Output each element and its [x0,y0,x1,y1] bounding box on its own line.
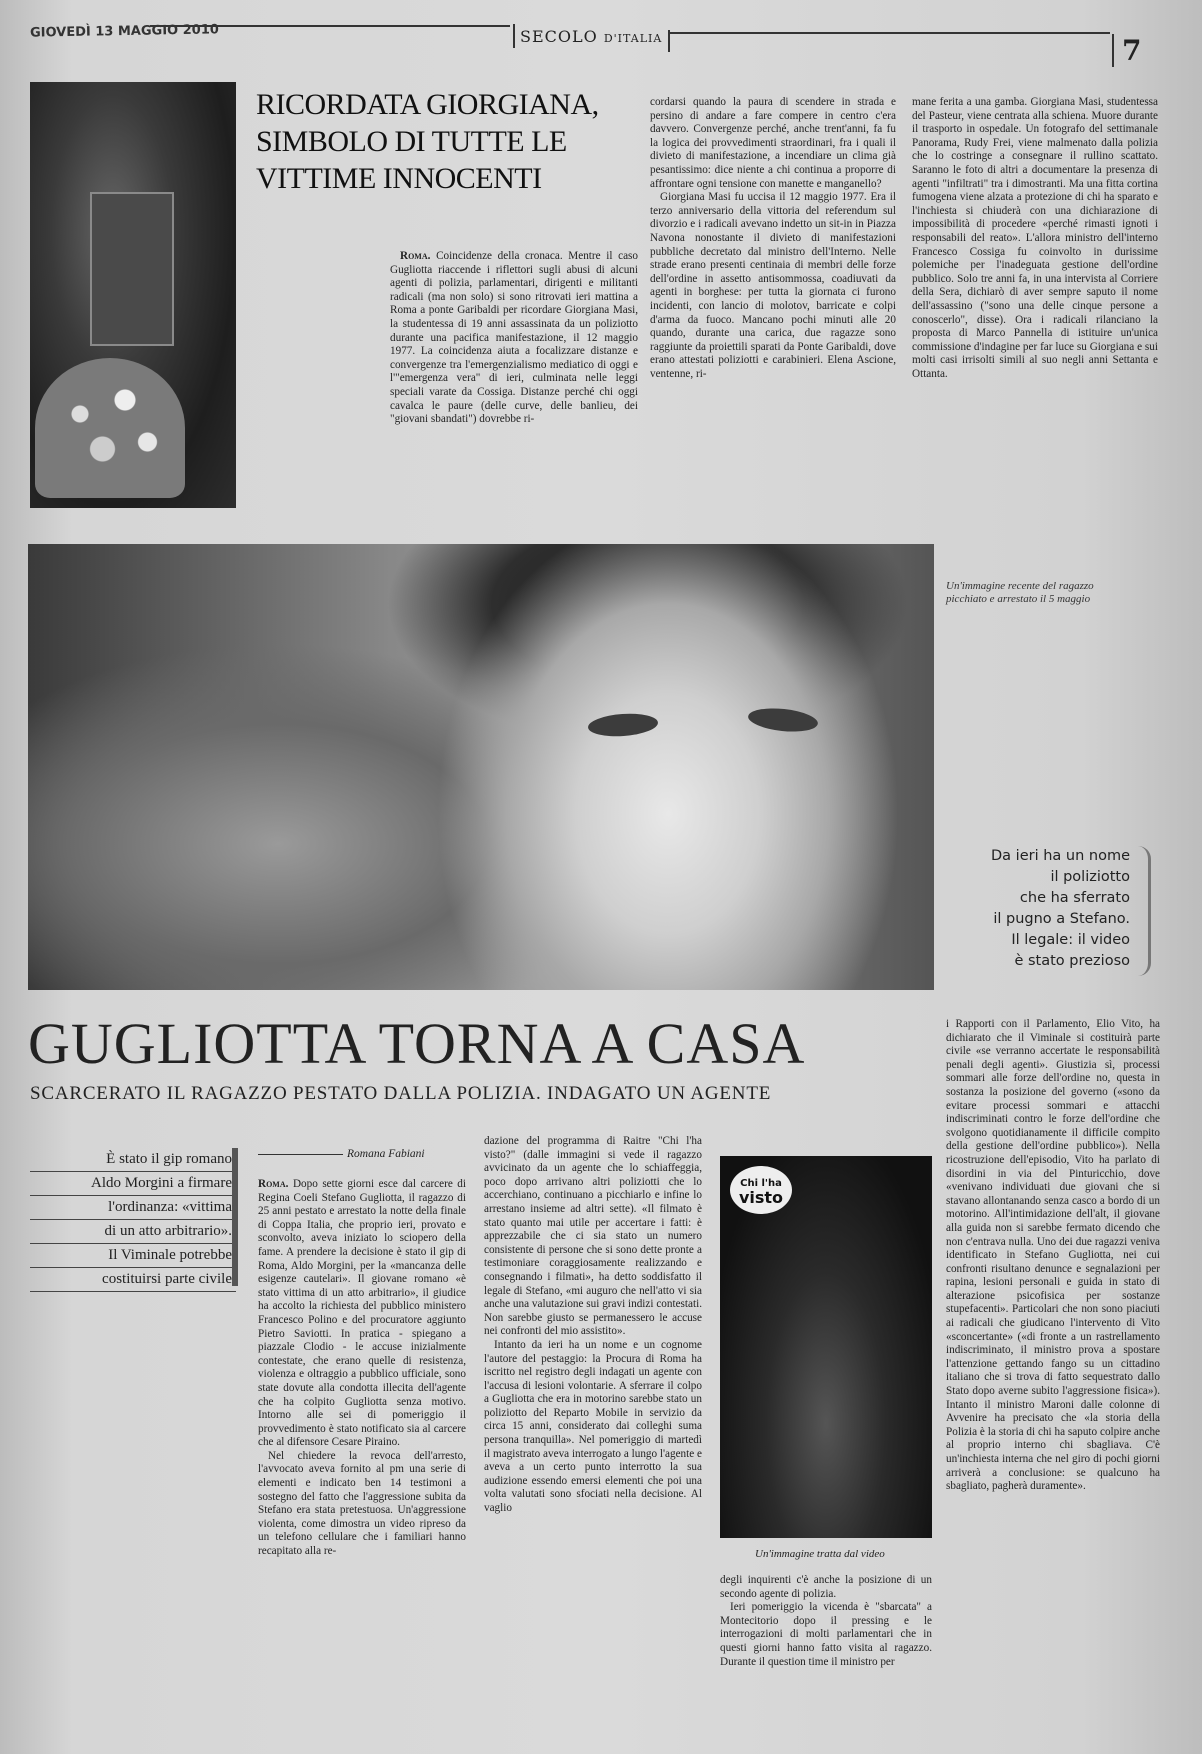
article1-text-2a: cordarsi quando la paura di scendere in strada e persino di andare a fare compere in centro c'era davvero. Convergenze perché, anche trent'anni, fa fu la logica dei provvedimenti straordinari, fra i quali il divieto di manifestazione, a incendiare un clima già pesantissimo: dice niente a chi continua a proporre di affrontare ogni tensione con manette e manganello? [650,96,896,190]
byline-author: Romana Fabiani [347,1148,425,1160]
header-rule-left [150,25,510,27]
portrait-caption: Un'immagine recente del ragazzo picchiato e arrestato il 5 maggio [946,580,1094,605]
article2-summary [30,1148,236,1292]
article2-dateline: Roma. [258,1178,289,1190]
summary-line: l'ordinanza: «vittima [30,1196,236,1220]
header-date: GIOVEDÌ 13 MAGGIO 2010 [29,22,219,41]
pull-quote-line: che ha sferrato [1019,890,1130,906]
chi-lha-visto-logo [730,1166,792,1214]
article2-text-2b: Intanto da ieri ha un nome e un cognome l'autore del pestaggio: la Procura di Roma ha iscritto nel registro degli indagati un agente con l'accusa di lesioni volontarie. A sferrare il colpo a Gugliotta che era in motorino sarebbe stato un poliziotto del Reparto Mobile in servizio da circa 15 anni, considerato dai colleghi suma persona tranquilla». Nel pomeriggio di martedì il magistrato aveva interrogato a lungo l'agente e aveva a un certo punto interrotto la sua audizione essendo emersi elementi che poi una volta valutati sono sfociati nella decisione. Al vaglio [484,1338,702,1515]
pull-quote-line: Da ieri ha un nome [991,848,1130,864]
summary-line: costituirsi parte civile [30,1268,236,1292]
article2-text-2: dazione del programma di Raitre "Chi l'ha visto?" (dalle immagini si vede il ragazzo avvicinato da un agente che lo schiaffeggia, poco dopo arrivano altri poliziotti che lo accerchiano, continuano a picchiarlo e infine lo arrestano insieme ad altri sette). «Il filmato è stato quanto mai utile per accertare i fatti: è apprezzabile che ci sia stato un numero consistente di persone che si sono dette pronte a testimoniare coraggiosamente realizzando e consegnando i filmati», ha detto soddisfatto il legale di Stefano, «mi auguro che nell'atto vi sia anche una valutazione sui gravi indizi contestati. Non sarebbe giusto se permanessero le accuse nei confronti del mio assistito». [484,1135,702,1338]
article2-column-3 [720,1574,932,1669]
video-still-photo [720,1156,932,1538]
photo-eye-right [747,705,819,734]
header-rule-right [670,32,1110,34]
article2-text-3: degli inquirenti c'è anche la posizione di un secondo agente di polizia. [720,1574,932,1600]
summary-line: di un atto arbitrario». [30,1220,236,1244]
pull-quote-line: il pugno a Stefano. [993,911,1130,927]
memorial-flowers [35,358,185,498]
summary-line: Aldo Morgini a firmare [30,1172,236,1196]
article1-column-3 [912,96,1158,381]
pull-quote-line: è stato prezioso [1014,953,1130,969]
article1-dateline: Roma. [400,250,431,262]
article1-text-2b: Giorgiana Masi fu uccisa il 12 maggio 1977. Era il terzo anniversario della vittoria del referendum sul divorzio e i radicali avevano indetto un sit-in in Piazza Navona nonostante il divieto di manifestazioni pubbliche decretato dal ministro dell'Interno. Nelle strade erano presenti centinaia di membri delle forze dell'ordine in assetto antisommossa, coadiuvati da agenti in borghese: per tutta la giornata ci furono incidenti, con lancio di molotov, barricate e colpi d'arma da fuoco. Mancano pochi minuti alle 20 quando, durante una carica, due ragazze sono raggiunte da proiettili sparati da Ponte Garibaldi, dove erano attestati poliziotti e carabinieri. Elena Ascione, ventenne, ri- [650,191,896,380]
article2-column-4 [946,1018,1160,1494]
article2-text-1: Dopo sette giorni esce dal carcere di Regina Coeli Stefano Gugliotta, il ragazzo di 25 anni pestato e arrestato la notte della finale di Coppa Italia, che proprio ieri, provato e sconvolto, aveva iniziato lo sciopero della fame. A prendere la decisione è stato il gip di Roma, Aldo Morgini, per la «mancanza delle esigenze cautelari». Il giovane romano «è stato vittima di un atto arbitrario», il giudice ha accolto la richiesta del pubblico ministero Francesco Polino e del procuratore aggiunto Pietro Saviotti. In pratica - spiegano a piazzale Clodio - le accuse inizialmente contestate, che erano quelle di resistenza, violenza e oltraggio a pubblico ufficiale, sono state dovute alla condotta illecita dell'agente che ha colpito Gugliotta senza motivo. Intorno alle sei di pomeriggio il provvedimento è stato notificato sia al carcere che al difensore Cesare Piraino. [258,1178,467,1449]
article1-text-3: mane ferita a una gamba. Giorgiana Masi, studentessa del Pasteur, viene centrata alla schiena. Muore durante il trasporto in ospedale. Un fotografo del settimanale Panorama, Rudy Frei, viene malmenato dalla polizia che lo costringe a consegnare il rullino scattato. Saranno le foto di altri a documentare la presenza di agenti "infiltrati" tra i dimostranti. Ma una fitta cortina fumogena viene alzata a protezione di chi ha sparato e l'inchiesta si chiuderà con una dichiarazione di impossibilità di procedere «perché rimasti ignoti i responsabili del reato». L'allora ministro dell'interno Francesco Cossiga fu coinvolto in durissime polemiche per l'inadeguata gestione dell'ordine pubblico. Solo tre anni fa, in una intervista al Corriere della Sera, dichiarò di aver sempre saputo il nome dell'assassino ("sono una delle cinque persone a conoscerlo", disse). Ora i radicali rilanciano la proposta di Marco Pannella di istituire un'unica commissione d'indagine per far luce su Giorgiana e sui molti casi irrisolti simili al suo negli anni Settanta e Ottanta. [912,96,1158,380]
logo-text-2: visto [738,1188,784,1207]
page-number: 7 [1112,34,1141,67]
summary-line: Il Viminale potrebbe [30,1244,236,1268]
header-paper-name [520,27,662,46]
logo-text-1: Chi l'ha [740,1178,782,1189]
article2-text-4: i Rapporti con il Parlamento, Elio Vito, ha dichiarato che il Viminale si costituirà parte civile «se verranno accertate le responsabilità penali degli agenti». Giustizia sì, processi sommari alle forze dell'ordine no, questa in sostanza la posizione del governo («sono da evitare processi sommari e attacchi indiscriminati contro le forze dell'ordine che svolgono quotidianamente il difficile compito della gestione dell'ordine pubblico»). Nella ricostruzione dell'episodio, Vito ha parlato di disordini in via del Pinturicchio, dove «venivano individuati due giovani che si stavano allontanando senza casco a bordo di un motorino. All'intimidazione dell'alt, il giovane alla guida non si sarebbe fermato dicendo che non c'entrava nulla. Uno dei due ragazzi veniva identificato in Stefano Gugliotta, nei cui confronti risultano denunce e segnalazioni per rapina, lesioni personali e guida in stato di alterazione psicofisica per sostanze stupefacenti». Particolari che non sono piaciuti ai radicali che giudicano l'intervento di Vito «sconcertante» («di fronte a un rastrellamento indiscriminato, il ministro prova a spostare l'attenzione gettando fango su un cittadino italiano che si trova di fatto sequestrato dallo Stato dopo averne subito l'aggressione fisica»). Intanto il ministro Maroni dalle colonne di Avvenire ha precisato che «la storia della Polizia è la storia di chi ha saputo colpire anche al proprio interno chi sbagliava. C'è un'inchiesta interna che nel giro di pochi giorni arriverà a conclusione: se qualcuno ha sbagliato, pagherà duramente». [946,1018,1160,1493]
summary-line: È stato il gip romano [30,1148,236,1172]
memorial-plaque [90,192,174,346]
article2-byline [258,1148,438,1160]
pull-quote-line: Il legale: il video [1011,932,1130,948]
article2-subheadline: SCARCERATO IL RAGAZZO PESTATO DALLA POLIZIA. INDAGATO UN AGENTE [30,1083,772,1104]
article1-headline: RICORDATA GIORGIANA, SIMBOLO DI TUTTE LE VITTIME INNOCENTI [256,88,599,195]
video-caption: Un'immagine tratta dal video [755,1548,885,1560]
article2-headline: GUGLIOTTA TORNA A CASA [28,1011,806,1076]
pull-quote-line: il poliziotto [1050,869,1130,885]
paper-name-suffix: D'ITALIA [603,32,663,45]
summary-bar [232,1148,238,1286]
memorial-photo [30,82,236,508]
pull-quote-brace [1138,846,1151,976]
article2-column-2 [484,1135,702,1516]
article2-column-1 [258,1178,466,1559]
paper-name: SECOLO [520,27,598,46]
article2-text-3b: Ieri pomeriggio la vicenda è "sbarcata" a Montecitorio dopo il pressing e le interrogazioni di molti parlamentari che in questi giorni hanno fatto visita al ragazzo. Durante il question time il ministro per [720,1601,932,1668]
article1-column-1 [390,250,638,427]
article1-column-2 [650,96,896,381]
gugliotta-portrait-photo [28,544,934,990]
header-divider [513,24,515,48]
article1-text-1: Coincidenze della cronaca. Mentre il caso Gugliotta riaccende i riflettori sugli abusi di alcuni agenti di polizia, parlamentari, dirigenti e militanti radicali (ma non solo) si sono ritrovati ieri mattina a Roma a ponte Garibaldi per ricordare Giorgiana Masi, la studentessa di 19 anni assassinata da un poliziotto durante una pacifica manifestazione, il 12 maggio 1977. La coincidenza aiuta a focalizzare distanze e convergenze tra l'emergenzialismo mediatico di oggi e l'"emergenza vera" di ieri, culminata nelle leggi speciali varate da Cossiga. Distanze perché chi oggi cavalca le paure (delle curve, delle banlieu, dei "giovani sbandati") dovrebbe ri- [390,250,638,426]
photo-eye-left [587,712,658,739]
article2-text-1b: Nel chiedere la revoca dell'arresto, l'avvocato aveva fornito al pm una serie di elementi e indicato ben 14 testimoni a sostegno del fatto che l'aggressione subita da Stefano era stata pretestuosa. Un'aggressione violenta, come dimostra un video ripreso da un telefono cellulare che i familiari hanno recapitato alla re- [258,1449,466,1558]
pull-quote [960,846,1130,972]
